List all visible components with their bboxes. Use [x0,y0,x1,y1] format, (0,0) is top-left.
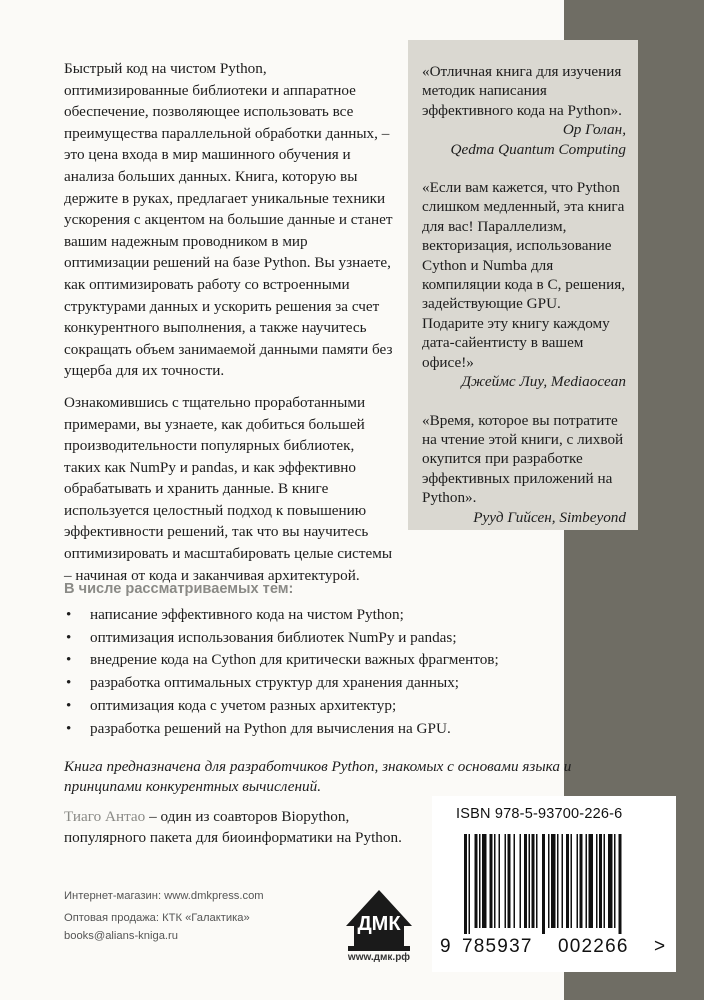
review-author: Ор Голан, [562,121,626,139]
target-audience: Книга предназначена для разработчиков Python, знакомых с основами языка и принципами конкурентных вычислений. [64,758,572,795]
barcode [464,834,664,934]
bullet-icon: • [66,651,72,669]
contact-email: books@alians-kniga.ru [64,930,178,942]
review-text: «Если вам кажется, что Python слишком медленный, эта книга для вас! Параллелизм, векторизация, использование Cython и Numba для компиляции кода в C, решения, задействующие GPU. Подарите эту книгу каждому дата-сайентисту в вашем офисе!» [422,179,626,371]
list-item: • оптимизация использования библиотек NumPy и pandas; [64,627,564,650]
author-bio-text: – один из соавторов Biopython, популярного пакета для биоинформатики на Python. [64,808,402,846]
barcode-digit-lead: 9 [440,936,451,957]
publisher-site: www.дмк.рф [347,952,411,963]
topics-section [64,578,564,741]
review-text: «Отличная книга для изучения методик написания эффективного кода на Python». [422,63,622,119]
wholesale-info: Оптовая продажа: КТК «Галактика» [64,911,250,924]
list-item: • разработка оптимальных структур для хранения данных; [64,672,564,695]
review-text: «Время, которое вы потратите на чтение этой книги, с лихвой окупится при разработке эффективных приложений на Python». [422,411,624,507]
author-bio [64,807,404,848]
bullet-icon: • [66,696,72,714]
topics-title: В числе рассматриваемых тем: [64,581,294,597]
review-author-org: Qedma Quantum Computing [450,140,626,158]
isbn-block [432,796,676,972]
review-author: Джеймс Лиу, Mediaocean [461,373,626,391]
publisher-logo [344,886,414,962]
barcode-digit-tail: > [654,936,666,957]
review-quote [422,411,626,527]
list-item: • разработка решений на Python для вычисления на GPU. [64,718,564,741]
author-name: Тиаго Антао [64,808,146,825]
list-item: • оптимизация кода с учетом разных архитектур; [64,695,564,718]
barcode-digits [440,936,674,958]
description-paragraph: Быстрый код на чистом Python, оптимизированные библиотеки и аппаратное обеспечение, позволяющее использовать все преимущества параллельной обработки данных, – это цена входа в мир машинного обучения и анализа больших данных. Книга, которую вы держите в руках, предлагает уникальные техники ускорения с акцентом на большие данные и станет вашим надежным проводником в мир оптимизации решений на базе Python. Вы узнаете, как оптимизировать работу со встроенными структурами данных и ускорить решения за счет конкурентного выполнения, а также научитесь сокращать объем занимаемой данными памяти без ущерба для их точности. [64,60,393,380]
topics-list [64,604,564,741]
publisher-contacts [64,888,324,947]
description-paragraph: Ознакомившись с тщательно проработанными примерами, вы узнаете, как добиться большей производительности популярных библиотек, таких как NumPy и pandas, и как эффективно обрабатывать и хранить данные. В книге используется целостный подход к повышению эффективности решений, так что вы научитесь оптимизировать и масштабировать целые системы – начиная от кода и заканчивая архитектурой. [64,393,393,584]
publisher-logo-text: ДМК [357,913,401,935]
barcode-digits-left: 785937 [462,936,533,957]
list-item: • внедрение кода на Cython для критически важных фрагментов; [64,649,564,672]
reviews-box [408,40,638,530]
book-description [64,58,394,596]
review-quote [422,178,626,391]
isbn-label: ISBN 978-5-93700-226-6 [456,806,623,822]
bullet-icon: • [66,719,72,737]
barcode-digits-right: 002266 [558,936,629,957]
bullet-icon: • [66,674,72,692]
list-item: • написание эффективного кода на чистом Python; [64,604,564,627]
review-quote [422,62,626,159]
review-author: Рууд Гийсен, Simbeyond [473,508,626,526]
bullet-icon: • [66,628,72,646]
online-shop: Интернет-магазин: www.dmkpress.com [64,890,264,902]
bullet-icon: • [66,605,72,623]
